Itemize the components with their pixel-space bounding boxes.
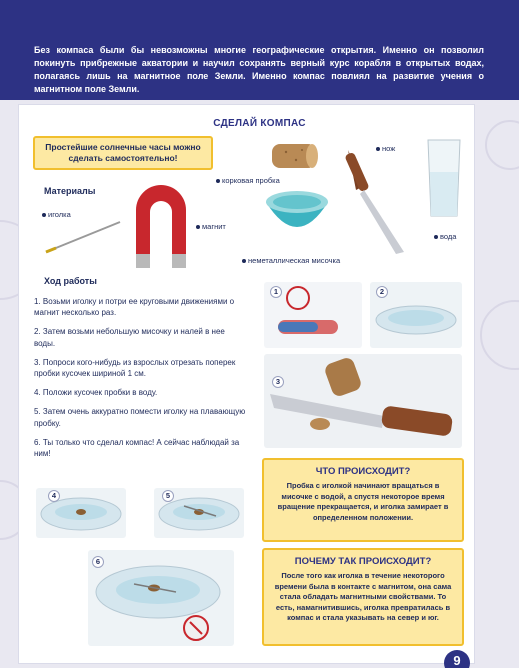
knife-cork-icon	[264, 354, 462, 448]
what-happens-text: Пробка с иголкой начинают вращаться в мисочке с водой, а спустя некоторое время вращение прекращается, и иголка замирает в определенном положении.	[277, 481, 449, 522]
intro-band	[0, 0, 519, 100]
label-knife-text: нож	[382, 144, 396, 153]
what-happens-heading: ЧТО ПРОИСХОДИТ?	[315, 466, 411, 477]
why-happens-heading: ПОЧЕМУ ТАК ПРОИСХОДИТ?	[294, 556, 432, 567]
bowl-icon	[262, 186, 332, 246]
label-water	[434, 232, 456, 241]
compass-result-icon	[88, 550, 234, 646]
glass-icon	[424, 136, 464, 220]
materials-heading: Материалы	[44, 186, 96, 196]
photo-number-5: 5	[162, 490, 174, 502]
label-bowl-text: неметаллическая мисочка	[248, 256, 341, 265]
label-water-text: вода	[440, 232, 457, 241]
bullet-dot	[196, 225, 200, 229]
why-happens-box	[262, 548, 464, 646]
label-needle-text: иголка	[48, 210, 71, 219]
callout-box	[33, 136, 213, 170]
photo-step-6	[88, 550, 234, 646]
photo-number-3: 3	[272, 376, 284, 388]
label-cork-text: корковая пробка	[222, 176, 280, 185]
bullet-dot	[42, 213, 46, 217]
knife-icon	[342, 146, 414, 258]
step-5: 5. Затем очень аккуратно помести иголку на плавающую пробку.	[34, 407, 246, 428]
cork-icon	[268, 140, 320, 172]
photo-number-4: 4	[48, 490, 60, 502]
step-4: 4. Положи кусочек пробки в воду.	[34, 388, 158, 398]
label-magnet	[196, 222, 226, 231]
photo-number-1: 1	[270, 286, 282, 298]
what-happens-box	[262, 458, 464, 542]
label-cork	[216, 176, 280, 185]
step-2: 2. Затем возьми небольшую мисочку и налей в нее воды.	[34, 327, 225, 348]
needle-icon	[40, 218, 124, 258]
magnet-icon	[130, 178, 192, 270]
photo-number-2: 2	[376, 286, 388, 298]
page-number: 9	[444, 650, 470, 668]
bullet-dot	[434, 235, 438, 239]
intro-text: Без компаса были бы невозможны многие географические открытия. Именно он позволил покинуть прибрежные акватории и научил сохранять верный курс корабля в открытых водах, полагаясь лишь на магнитное поле Земли. Именно компас повлиял на развитие учения о магнитном поле Земли.	[34, 45, 484, 95]
section-title: СДЕЛАЙ КОМПАС	[213, 118, 306, 129]
bullet-dot	[216, 179, 220, 183]
step-6: 6. Ты только что сделал компас! А сейчас наблюдай за ним!	[34, 437, 240, 458]
photo-number-6: 6	[92, 556, 104, 568]
callout-text: Простейшие солнечные часы можно сделать самостоятельно!	[45, 142, 201, 164]
label-magnet-text: магнит	[202, 222, 226, 231]
step-1: 1. Возьми иголку и потри ее круговыми движениями о магнит несколько раз.	[34, 297, 235, 318]
photo-step-3	[264, 354, 462, 448]
procedure-heading: Ход работы	[44, 276, 97, 286]
steps-list	[34, 296, 246, 467]
label-bowl	[242, 256, 340, 265]
background-swirl	[480, 300, 519, 370]
step-3: 3. Попроси кого-нибудь из взрослых отрезать поперек пробки кусочек шириной 1 см.	[34, 357, 236, 378]
bullet-dot	[242, 259, 246, 263]
why-happens-text: После того как иголка в течение некоторого времени была в контакте с магнитом, она сама стала обладать магнитными свойствами. То есть, намагнитившись, иголка превратилась в компас и стала указывать на север и юг.	[274, 571, 452, 622]
